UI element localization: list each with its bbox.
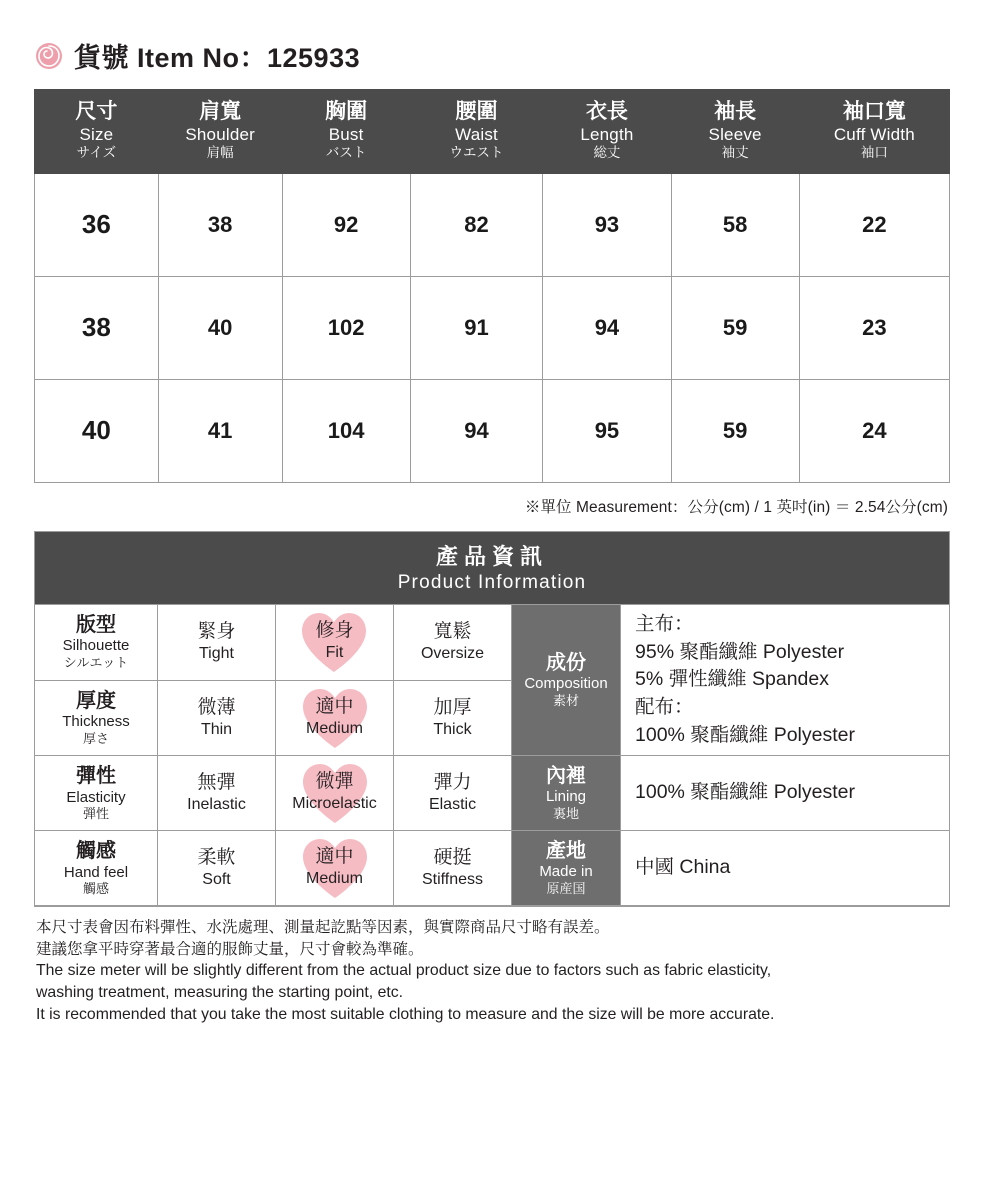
label-jp: 弾性 (82, 806, 109, 822)
product-attributes-table (35, 604, 949, 906)
option-text (292, 771, 376, 813)
cell-cuff: 23 (799, 276, 949, 379)
label-cn: 內裡 (546, 765, 586, 788)
composition-line: 95% 聚酯纖維 Polyester (635, 640, 845, 663)
label-jp: 觸感 (82, 881, 109, 897)
rose-icon (34, 41, 64, 71)
option-handfeel-soft[interactable] (158, 831, 276, 906)
cell-shoulder: 40 (158, 276, 282, 379)
col-cn: 袖口寬 (842, 100, 906, 123)
label-en: Elasticity (66, 788, 126, 806)
size-col-header-bust (282, 90, 410, 174)
cell-waist: 82 (410, 173, 543, 276)
cell-sleeve: 58 (671, 173, 799, 276)
option-elasticity-inelastic[interactable] (158, 756, 276, 831)
label-cn: 觸感 (76, 839, 116, 862)
col-jp: 肩幅 (206, 145, 234, 161)
option-en: Stiffness (421, 871, 484, 889)
col-en: Size (79, 124, 114, 144)
option-cn: 適中 (315, 846, 354, 868)
label-jp: 厚さ (82, 730, 109, 746)
table-row (35, 276, 950, 379)
option-en: Thin (200, 720, 233, 738)
option-en: Fit (325, 643, 344, 661)
footer-notes (34, 907, 950, 1025)
col-jp: 総丈 (593, 145, 621, 161)
label-en: Composition (524, 675, 608, 693)
item-number-label: 貨號 Item No：125933 (74, 43, 361, 73)
attr-label-lining (512, 756, 621, 831)
cell-size: 38 (35, 276, 159, 379)
col-cn: 袖長 (714, 100, 757, 123)
cell-waist: 94 (410, 379, 543, 482)
col-cn: 胸圍 (325, 100, 368, 123)
option-en: Thick (433, 720, 472, 738)
col-en: Length (580, 124, 634, 144)
note-en-2: washing treatment, measuring the starting point, etc. (36, 983, 404, 1001)
col-jp: 袖口 (860, 145, 888, 161)
col-cn: 衣長 (585, 100, 628, 123)
attr-value-made-in (621, 831, 950, 906)
col-en: Sleeve (708, 124, 762, 144)
option-en: Oversize (420, 644, 485, 662)
size-col-header-waist (410, 90, 543, 174)
option-cn: 彈力 (433, 772, 472, 794)
composition-line: 配布： (635, 695, 694, 718)
col-cn: 腰圍 (455, 100, 498, 123)
label-en: Thickness (62, 713, 130, 731)
size-col-header-length (543, 90, 671, 174)
option-en: Inelastic (187, 796, 246, 814)
cell-cuff: 22 (799, 173, 949, 276)
col-jp: バスト (325, 145, 367, 161)
table-row (35, 831, 949, 906)
selected-marker (300, 835, 369, 901)
option-cn: 緊身 (197, 621, 236, 643)
option-handfeel-medium[interactable] (276, 831, 394, 906)
note-en-3: It is recommended that you take the most suitable clothing to measure and the size will be more accurate. (36, 1005, 775, 1023)
label-en: Lining (545, 788, 587, 806)
size-col-header-cuff-width (799, 90, 949, 174)
size-col-header-shoulder (158, 90, 282, 174)
option-thickness-medium[interactable] (276, 680, 394, 756)
table-row (35, 756, 949, 831)
label-cn: 產地 (546, 840, 586, 863)
cell-size: 40 (35, 379, 159, 482)
label-cn: 彈性 (76, 764, 116, 787)
option-en: Microelastic (292, 795, 377, 813)
option-cn: 修身 (315, 620, 354, 642)
cell-length: 95 (543, 379, 671, 482)
col-cn: 肩寬 (199, 100, 242, 123)
option-en: Tight (199, 644, 234, 662)
size-table (34, 89, 950, 483)
cell-bust: 102 (282, 276, 410, 379)
size-col-header-size (35, 90, 159, 174)
label-jp: 原産国 (546, 881, 586, 897)
option-cn: 微彈 (315, 771, 354, 793)
selected-marker (309, 609, 359, 675)
table-row (35, 379, 950, 482)
composition-line: 主布： (635, 612, 694, 635)
option-handfeel-stiffness[interactable] (394, 831, 512, 906)
item-header (34, 0, 950, 89)
title-en: Product Information (397, 571, 587, 593)
note-en-1: The size meter will be slightly different from the actual product size due to factors such as fabric elasticity, (36, 961, 772, 979)
measurement-note: ※單位 Measurement：公分(cm) / 1 英吋(in) ＝ 2.54公分(cm) (524, 498, 948, 516)
cell-length: 94 (543, 276, 671, 379)
option-cn: 硬挺 (433, 847, 472, 869)
made-in-line: 中國 China (635, 856, 731, 879)
option-silhouette-oversize[interactable] (394, 604, 512, 680)
label-jp: シルエット (63, 655, 129, 671)
option-en: Medium (306, 870, 363, 888)
col-cn: 尺寸 (75, 100, 118, 123)
composition-line: 100% 聚酯纖維 Polyester (635, 723, 855, 746)
option-cn: 柔軟 (197, 847, 236, 869)
attr-label-composition (512, 604, 621, 755)
cell-bust: 92 (282, 173, 410, 276)
cell-length: 93 (543, 173, 671, 276)
attr-label-silhouette (35, 604, 158, 680)
table-row (35, 604, 949, 680)
size-col-header-sleeve (671, 90, 799, 174)
note-cn-1: 本尺寸表會因布料彈性、水洗處理、測量起訖點等因素，與實際商品尺寸略有誤差。 (36, 919, 610, 937)
option-cn: 無彈 (197, 772, 236, 794)
option-text (306, 846, 363, 888)
lining-line: 100% 聚酯纖維 Polyester (635, 781, 855, 804)
cell-waist: 91 (410, 276, 543, 379)
option-en: Elastic (428, 796, 477, 814)
col-en: Shoulder (185, 124, 255, 144)
cell-sleeve: 59 (671, 379, 799, 482)
product-information-title (35, 532, 949, 604)
col-en: Cuff Width (833, 124, 915, 144)
label-cn: 版型 (76, 613, 116, 636)
cell-shoulder: 38 (158, 173, 282, 276)
col-jp: 袖丈 (721, 145, 749, 161)
attr-label-made-in (512, 831, 621, 906)
attr-label-elasticity (35, 756, 158, 831)
title-cn: 產品資訊 (435, 543, 548, 569)
option-en: Medium (306, 719, 363, 737)
option-cn: 加厚 (433, 696, 472, 718)
cell-cuff: 24 (799, 379, 949, 482)
composition-line: 5% 彈性纖維 Spandex (635, 668, 830, 691)
attr-value-lining (621, 756, 950, 831)
label-en: Hand feel (63, 863, 129, 881)
product-information-panel (34, 531, 950, 907)
selected-marker (300, 685, 369, 751)
cell-bust: 104 (282, 379, 410, 482)
attr-value-composition (621, 604, 950, 755)
option-cn: 適中 (315, 695, 354, 717)
option-silhouette-tight[interactable] (158, 604, 276, 680)
cell-size: 36 (35, 173, 159, 276)
option-cn: 寬鬆 (433, 621, 472, 643)
label-en: Made in (539, 863, 593, 881)
label-cn: 厚度 (76, 689, 116, 712)
col-jp: ウエスト (449, 145, 504, 161)
col-jp: サイズ (76, 145, 117, 161)
col-en: Waist (455, 124, 498, 144)
table-row (35, 173, 950, 276)
col-en: Bust (328, 124, 364, 144)
option-en: Soft (202, 871, 231, 889)
label-jp: 裏地 (552, 806, 579, 822)
cell-sleeve: 59 (671, 276, 799, 379)
note-cn-2: 建議您拿平時穿著最合適的服飾丈量，尺寸會較為準確。 (36, 940, 424, 958)
attr-label-hand-feel (35, 831, 158, 906)
label-jp: 素材 (552, 693, 579, 709)
option-thickness-thick[interactable] (394, 680, 512, 756)
option-thickness-thin[interactable] (158, 680, 276, 756)
label-cn: 成份 (546, 652, 586, 675)
option-elasticity-elastic[interactable] (394, 756, 512, 831)
option-elasticity-microelastic[interactable] (276, 756, 394, 831)
selected-marker (286, 760, 382, 826)
option-silhouette-fit[interactable] (276, 604, 394, 680)
option-text (315, 620, 353, 662)
option-text (306, 696, 363, 738)
option-cn: 微薄 (197, 696, 236, 718)
size-table-header-row (35, 90, 950, 174)
attr-label-thickness (35, 680, 158, 756)
label-en: Silhouette (62, 637, 130, 655)
cell-shoulder: 41 (158, 379, 282, 482)
